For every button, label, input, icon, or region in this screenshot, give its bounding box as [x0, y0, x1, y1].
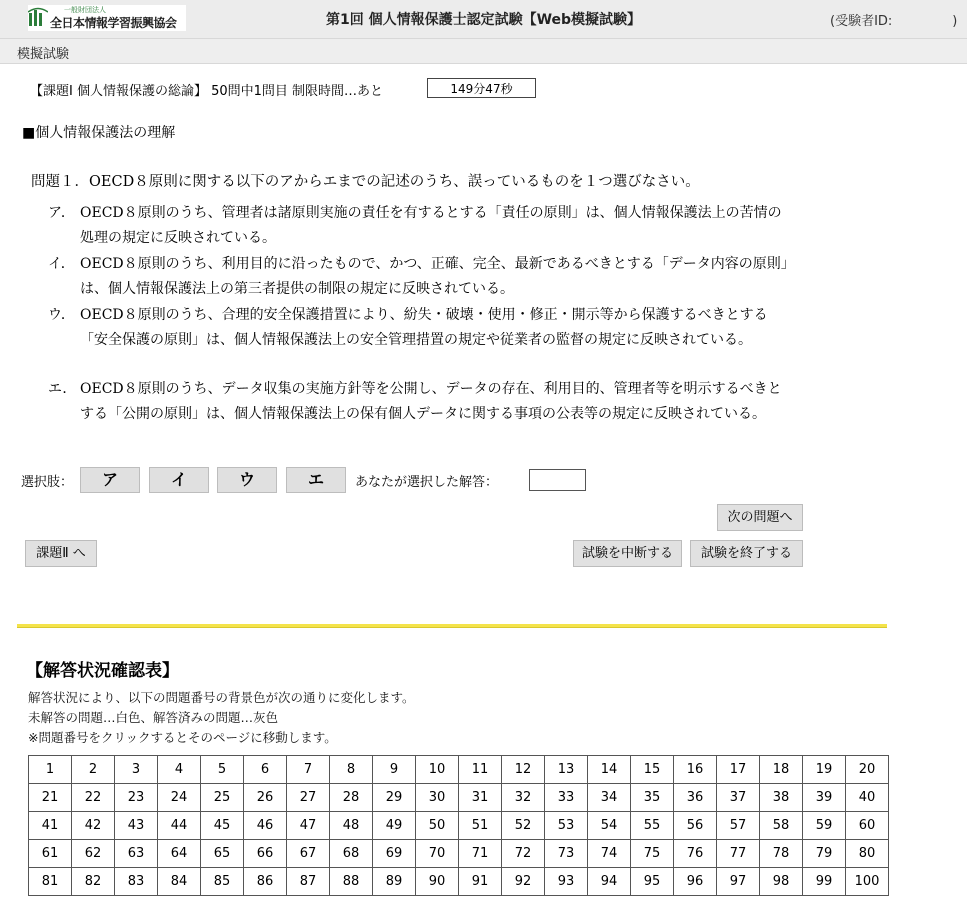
question-number-cell[interactable]: 61	[29, 840, 72, 868]
options-label: 選択肢：	[21, 475, 74, 490]
question-number-cell[interactable]: 79	[803, 840, 846, 868]
question-number-cell[interactable]: 26	[244, 784, 287, 812]
option-a-button[interactable]: ア	[80, 467, 140, 493]
choice-u	[48, 303, 790, 352]
mode-bar	[0, 39, 967, 64]
grid-row	[29, 840, 889, 868]
question-number-cell[interactable]: 50	[416, 812, 459, 840]
question-number-cell[interactable]: 9	[373, 756, 416, 784]
choice-mark: ウ．	[48, 307, 75, 323]
question-number-cell[interactable]: 24	[158, 784, 201, 812]
question-number-cell[interactable]: 21	[29, 784, 72, 812]
question-number-cell[interactable]: 100	[846, 868, 889, 896]
question-number-cell[interactable]: 69	[373, 840, 416, 868]
examinee-id	[830, 10, 957, 29]
question-number-cell[interactable]: 23	[115, 784, 158, 812]
choice-text: OECD８原則のうち、管理者は諸原則実施の責任を有するとする「責任の原則」は、個人情報保護法上の苦情の処理の規定に反映されている。	[80, 205, 782, 246]
question-number-cell[interactable]: 78	[760, 840, 803, 868]
question-number-cell[interactable]: 16	[674, 756, 717, 784]
question-number-cell[interactable]: 74	[588, 840, 631, 868]
choice-i	[48, 252, 790, 301]
choice-e	[48, 377, 790, 426]
question-number-cell[interactable]: 89	[373, 868, 416, 896]
status-note-1: 解答状況により、以下の問題番号の背景色が次の通りに変化します。	[28, 690, 415, 705]
question-number-cell[interactable]: 15	[631, 756, 674, 784]
question-number-cell[interactable]: 4	[158, 756, 201, 784]
question-status-grid	[28, 755, 889, 896]
grid-row	[29, 868, 889, 896]
suspend-exam-button[interactable]: 試験を中断する	[573, 540, 682, 567]
question-number-cell[interactable]: 81	[29, 868, 72, 896]
question-number-cell[interactable]: 46	[244, 812, 287, 840]
question-number-cell[interactable]: 18	[760, 756, 803, 784]
question-number-cell[interactable]: 6	[244, 756, 287, 784]
question-number-cell[interactable]: 40	[846, 784, 889, 812]
question-number-cell[interactable]: 29	[373, 784, 416, 812]
question-number-cell[interactable]: 70	[416, 840, 459, 868]
question-number-cell[interactable]: 76	[674, 840, 717, 868]
task2-button[interactable]: 課題Ⅱ へ	[25, 540, 97, 567]
question-number-cell[interactable]: 48	[330, 812, 373, 840]
question-number-cell[interactable]: 82	[72, 868, 115, 896]
question-number-cell[interactable]: 65	[201, 840, 244, 868]
page-title: 第1回 個人情報保護士認定試験【Web模擬試験】	[325, 12, 642, 28]
question-number-cell[interactable]: 32	[502, 784, 545, 812]
option-u-button[interactable]: ウ	[217, 467, 277, 493]
examinee-label: (受験者ID:	[830, 14, 893, 29]
org-name: 全日本情報学習振興協会	[50, 16, 177, 30]
question-number-cell[interactable]: 28	[330, 784, 373, 812]
next-question-button[interactable]: 次の問題へ	[717, 504, 803, 531]
question-number-cell[interactable]: 41	[29, 812, 72, 840]
question-number-cell[interactable]: 63	[115, 840, 158, 868]
question-number-cell[interactable]: 17	[717, 756, 760, 784]
question-number-cell[interactable]: 5	[201, 756, 244, 784]
question-number-cell[interactable]: 43	[115, 812, 158, 840]
question-number-cell[interactable]: 59	[803, 812, 846, 840]
question-number-cell[interactable]: 34	[588, 784, 631, 812]
question-number-cell[interactable]: 1	[29, 756, 72, 784]
question-number-cell[interactable]: 84	[158, 868, 201, 896]
question-number-cell[interactable]: 99	[803, 868, 846, 896]
question-number-cell[interactable]: 8	[330, 756, 373, 784]
question-number-cell[interactable]: 35	[631, 784, 674, 812]
question-number-cell[interactable]: 77	[717, 840, 760, 868]
question-number-cell[interactable]: 87	[287, 868, 330, 896]
question-number-cell[interactable]: 12	[502, 756, 545, 784]
finish-exam-button[interactable]: 試験を終了する	[690, 540, 803, 567]
question-number-cell[interactable]: 55	[631, 812, 674, 840]
question-number-cell[interactable]: 80	[846, 840, 889, 868]
question-number-cell[interactable]: 45	[201, 812, 244, 840]
question-number-cell[interactable]: 52	[502, 812, 545, 840]
selected-answer-field	[529, 469, 586, 491]
question-text: 問題１．OECD８原則に関する以下のアからエまでの記述のうち、誤っているものを１つ選びなさい。	[31, 174, 700, 190]
mode-label: 模擬試験	[17, 47, 70, 62]
section-title: ■個人情報保護法の理解	[22, 125, 176, 141]
question-number-cell[interactable]: 96	[674, 868, 717, 896]
grid-row	[29, 756, 889, 784]
question-number-cell[interactable]: 27	[287, 784, 330, 812]
question-number-cell[interactable]: 33	[545, 784, 588, 812]
question-number-cell[interactable]: 19	[803, 756, 846, 784]
timer-box: 149分47秒	[427, 78, 536, 98]
question-number-cell[interactable]: 11	[459, 756, 502, 784]
question-number-cell[interactable]: 36	[674, 784, 717, 812]
question-number-cell[interactable]: 64	[158, 840, 201, 868]
question-number-cell[interactable]: 39	[803, 784, 846, 812]
question-number-cell[interactable]: 68	[330, 840, 373, 868]
status-note-2: 未解答の問題…白色、解答済みの問題…灰色	[28, 710, 279, 725]
grid-row	[29, 812, 889, 840]
header-bar	[0, 0, 967, 39]
question-number-cell[interactable]: 83	[115, 868, 158, 896]
question-number-cell[interactable]: 98	[760, 868, 803, 896]
question-number-cell[interactable]: 42	[72, 812, 115, 840]
question-number-cell[interactable]: 66	[244, 840, 287, 868]
question-number-cell[interactable]: 37	[717, 784, 760, 812]
question-number-cell[interactable]: 7	[287, 756, 330, 784]
question-number-cell[interactable]: 10	[416, 756, 459, 784]
question-number-cell[interactable]: 31	[459, 784, 502, 812]
question-number-cell[interactable]: 38	[760, 784, 803, 812]
choice-text: OECD８原則のうち、利用目的に沿ったもので、かつ、正確、完全、最新であるべきとする「データ内容の原則」は、個人情報保護法上の第三者提供の制限の規定に反映されている。	[80, 256, 788, 297]
choice-mark: エ．	[48, 381, 77, 397]
question-number-cell[interactable]: 56	[674, 812, 717, 840]
choice-mark: イ．	[48, 256, 75, 272]
exam-status: 【課題Ⅰ 個人情報保護の総論】 50問中1問目 制限時間…あと	[30, 84, 384, 99]
option-e-button[interactable]: エ	[286, 467, 346, 493]
status-note-3: ※問題番号をクリックするとそのページに移動します。	[28, 730, 337, 745]
question-number-cell[interactable]: 94	[588, 868, 631, 896]
question-number-cell[interactable]: 22	[72, 784, 115, 812]
question-number-cell[interactable]: 60	[846, 812, 889, 840]
question-number-cell[interactable]: 13	[545, 756, 588, 784]
question-number-cell[interactable]: 75	[631, 840, 674, 868]
examinee-close: )	[952, 14, 958, 29]
question-number-cell[interactable]: 57	[717, 812, 760, 840]
question-number-cell[interactable]: 86	[244, 868, 287, 896]
question-number-cell[interactable]: 93	[545, 868, 588, 896]
question-number-cell[interactable]: 95	[631, 868, 674, 896]
question-number-cell[interactable]: 73	[545, 840, 588, 868]
choice-mark: ア．	[48, 205, 75, 221]
choice-text: OECD８原則のうち、合理的安全保護措置により、紛失・破壊・使用・修正・開示等から保護するべきとする「安全保護の原則」は、個人情報保護法上の安全管理措置の規定や従業者の監督の規定に反映されている。	[80, 307, 768, 348]
question-number-cell[interactable]: 44	[158, 812, 201, 840]
choice-a	[48, 201, 790, 250]
question-number-cell[interactable]: 91	[459, 868, 502, 896]
section-divider	[17, 624, 887, 628]
question-number-cell[interactable]: 2	[72, 756, 115, 784]
status-table-title: 【解答状況確認表】	[26, 661, 179, 681]
question-number-cell[interactable]: 53	[545, 812, 588, 840]
question-number-cell[interactable]: 47	[287, 812, 330, 840]
question-number-cell[interactable]: 85	[201, 868, 244, 896]
question-number-cell[interactable]: 71	[459, 840, 502, 868]
choice-text: OECD８原則のうち、データ収集の実施方針等を公開し、データの存在、利用目的、管理者等を明示するべきとする「公開の原則」は、個人情報保護法上の保有個人データに関する事項の公表等の規定に反映されている。	[80, 381, 782, 422]
question-number-cell[interactable]: 3	[115, 756, 158, 784]
question-number-cell[interactable]: 54	[588, 812, 631, 840]
question-number-cell[interactable]: 90	[416, 868, 459, 896]
question-number-cell[interactable]: 30	[416, 784, 459, 812]
question-number-cell[interactable]: 92	[502, 868, 545, 896]
question-number-cell[interactable]: 25	[201, 784, 244, 812]
question-number-cell[interactable]: 14	[588, 756, 631, 784]
question-number-cell[interactable]: 97	[717, 868, 760, 896]
question-number-cell[interactable]: 51	[459, 812, 502, 840]
selected-answer-label: あなたが選択した解答：	[355, 475, 499, 490]
question-number-cell[interactable]: 88	[330, 868, 373, 896]
question-number-cell[interactable]: 58	[760, 812, 803, 840]
org-small-label: 一般財団法人	[64, 6, 106, 14]
option-i-button[interactable]: イ	[149, 467, 209, 493]
question-number-cell[interactable]: 49	[373, 812, 416, 840]
question-number-cell[interactable]: 67	[287, 840, 330, 868]
grid-row	[29, 784, 889, 812]
question-number-cell[interactable]: 72	[502, 840, 545, 868]
question-number-cell[interactable]: 62	[72, 840, 115, 868]
question-number-cell[interactable]: 20	[846, 756, 889, 784]
